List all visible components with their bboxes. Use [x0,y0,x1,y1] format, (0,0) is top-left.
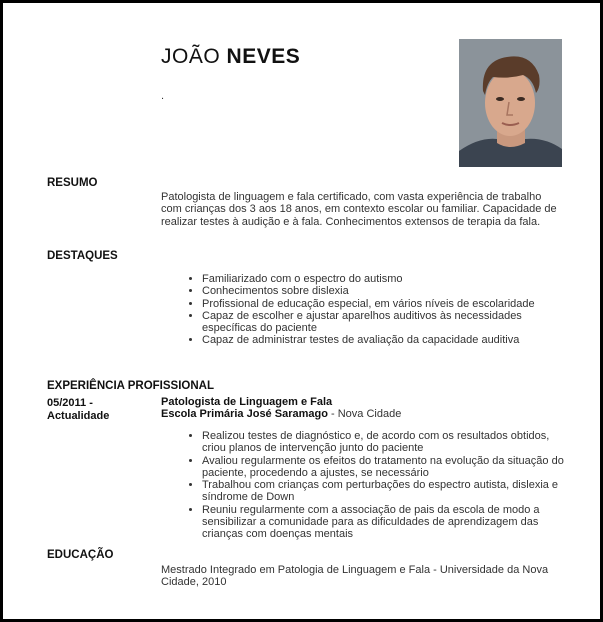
destaques-list [185,273,572,347]
job-date-end: Actualidade [47,409,110,422]
educacao-text: Mestrado Integrado em Patologia de Linguagem e Fala - Universidade da Nova Cidade, 2010 [161,564,549,589]
portrait-illustration [459,39,562,167]
list-item: • Avaliou regularmente os efeitos do tratamento na evolução da situação do paciente, procedendo a ajustes, se necessário [202,455,572,480]
candidate-name [161,45,300,69]
list-item: • Conhecimentos sobre dislexia [202,285,572,297]
section-title-destaques: DESTAQUES [47,250,118,262]
employer-name: Escola Primária José Saramago [161,408,328,420]
list-item: • Realizou testes de diagnóstico e, de acordo com os resultados obtidos, criou planos de intervenção junto do paciente [202,430,572,455]
list-item: • Profissional de educação especial, em vários níveis de escolaridade [202,298,572,310]
job-dates [47,397,109,422]
employer-line [161,408,401,420]
job-title: Patologista de Linguagem e Fala [161,396,333,408]
list-item: • Familiarizado com o espectro do autismo [202,273,572,285]
header-dot: . [161,90,165,102]
list-item: • Capaz de administrar testes de avaliação da capacidade auditiva [202,334,572,346]
resumo-text: Patologista de linguagem e fala certificado, com vasta experiência de trabalho com crianças dos 3 aos 18 anos, em contexto escolar ou familiar. Capacidade de realizar testes à audição e à fala. Conhecimentos extensos de terapia da fala. [161,191,557,228]
first-name: JOÃO [161,45,221,68]
section-title-resumo: RESUMO [47,177,98,189]
profile-photo [459,39,562,167]
employer-location: - Nova Cidade [327,408,402,420]
section-title-experiencia: EXPERIÊNCIA PROFISSIONAL [47,380,214,392]
list-item: • Trabalhou com crianças com perturbações do espectro autista, dislexia e síndrome de Down [202,479,572,504]
experiencia-list [185,430,572,541]
list-item: • Capaz de escolher e ajustar aparelhos auditivos às necessidades específicas do paciente [202,310,572,335]
job-date-start: 05/2011 - [47,397,93,409]
last-name: NEVES [226,45,301,68]
section-title-educacao: EDUCAÇÃO [47,549,114,561]
list-item: • Reuniu regularmente com a associação de pais da escola de modo a sensibilizar a comunidade para as dificuldades de aprendizagem das crianças com doenças mentais [202,504,572,541]
